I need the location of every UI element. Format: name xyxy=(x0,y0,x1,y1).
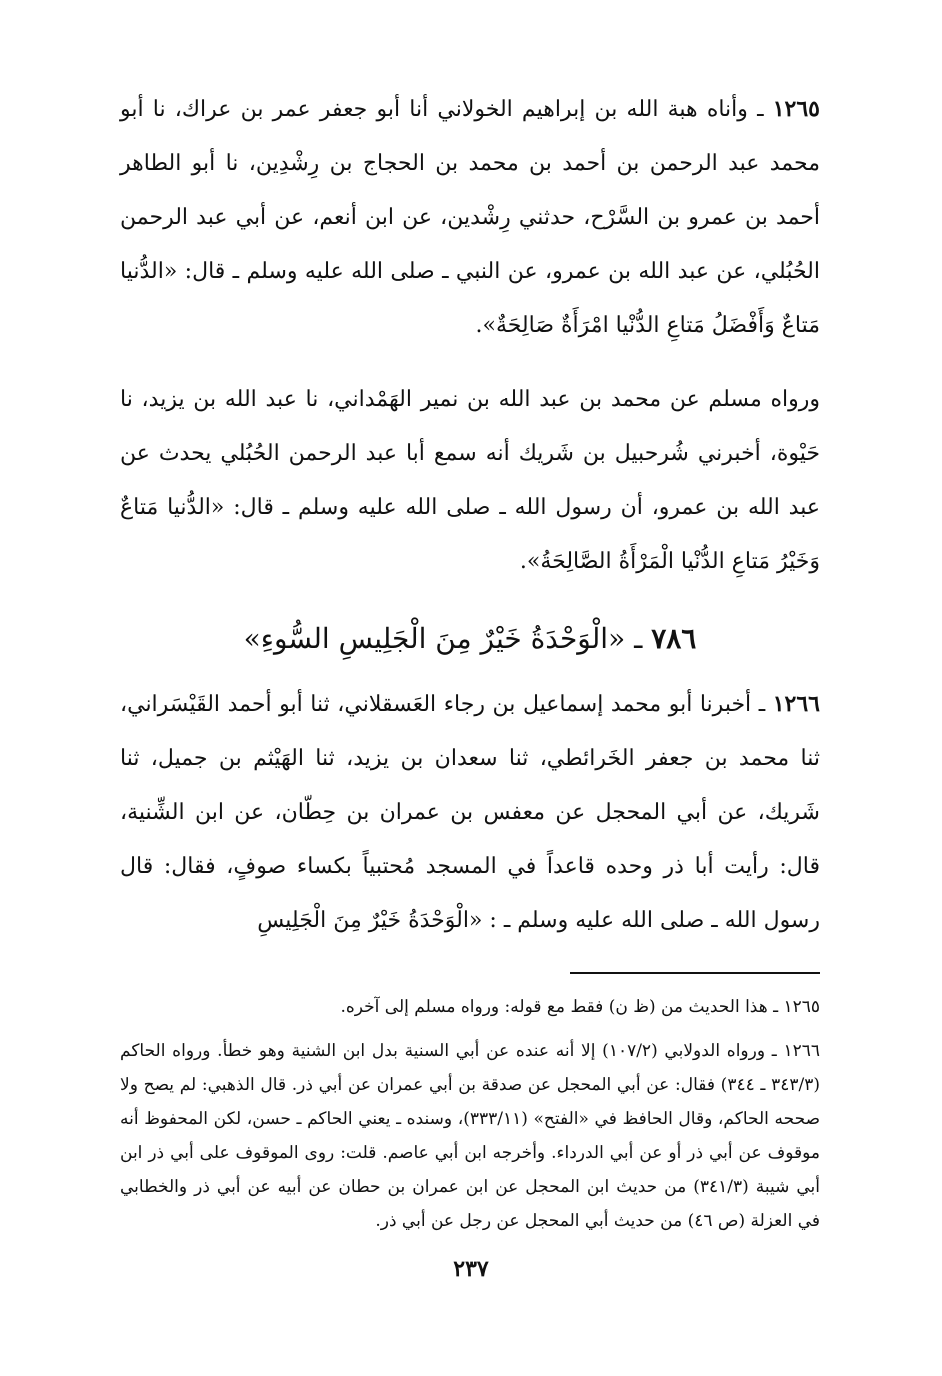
footnote-1266: ١٢٦٦ ـ ورواه الدولابي (١٠٧/٢) إلا أنه عنده عن أبي السنية بدل ابن الشنية وهو خطأ. ورواه الحاكم (٣٤٣/٣ ـ ٣٤٤) فقال: عن أبي المحجل عن صدقة بن أبي عمران عن أبي ذر. قال الذهبي: لم يصح ولا صححه الحاكم، وقال الحافظ في «الفتح» (٣٣٣/١١)، وسنده ـ يعني الحاكم ـ حسن، لكن المحفوظ أنه موقوف عن أبي ذر أو عن أبي الدرداء. وأخرجه ابن أبي عاصم. قلت: روى الموقوف على أبي ذر ابن أبي شيبة (٣٤١/٣) من حديث ابن المحجل عن ابن عمران بن حطان عن أبيه عن أبي ذر والخطابي في العزلة (ص ٤٦) من حديث أبي المحجل عن رجل عن أبي ذر. xyxy=(120,1041,820,1231)
page-body xyxy=(120,82,820,1238)
hadith-number: ١٢٦٥ xyxy=(772,96,820,122)
section-title: ـ «الْوَحْدَةُ خَيْرٌ مِنَ الْجَلِيسِ السُّوءِ» xyxy=(243,622,652,655)
hadith-1265 xyxy=(120,82,820,353)
page-number: ٢٣٧ xyxy=(453,1256,489,1282)
hadith-text: ـ أخبرنا أبو محمد إسماعيل بن رجاء العَسقلاني، ثنا أبو أحمد القَيْسَراني، ثنا محمد بن جعفر الخَرائطي، ثنا سعدان بن يزيد، ثنا الهَيْثم بن جميل، ثنا شَريك، عن أبي المحجل عن معفس بن عمران بن حِطّان، عن ابن الشِّنية، قال: رأيت أبا ذر وحده قاعداً في المسجد مُحتبياً بكساء صوفٍ، فقال: قال رسول الله ـ صلى الله عليه وسلم ـ : «الْوَحْدَةُ خَيْرٌ مِنَ الْجَلِيسِ xyxy=(120,692,820,933)
footnote-1265: ١٢٦٥ ـ هذا الحديث من (ظ ن) فقط مع قوله: ورواه مسلم إلى آخره. xyxy=(340,997,820,1017)
footnote-divider xyxy=(570,972,820,974)
hadith-text: ـ وأناه هبة الله بن إبراهيم الخولاني أنا أبو جعفر عمر بن عراك، نا أبو محمد عبد الرحمن بن أحمد بن محمد بن الحجاج بن رِشْدِين، نا أبو الطاهر أحمد بن عمرو بن السَّرْح، حدثني رِشْدين، عن ابن أنعم، عن أبي عبد الرحمن الحُبُلي، عن عبد الله بن عمرو، عن النبي ـ صلى الله عليه وسلم ـ قال: «الدُّنيا مَتاعٌ وَأَفْضَلُ مَتاعِ الدُّنْيا امْرَأَةٌ صَالِحَةٌ». xyxy=(120,97,820,338)
muslim-narration xyxy=(120,373,820,589)
hadith-1266 xyxy=(120,677,820,948)
hadith-number: ١٢٦٦ xyxy=(772,691,820,717)
narration-text: ورواه مسلم عن محمد بن عبد الله بن نمير الهَمْداني، نا عبد الله بن يزيد، نا حَيْوة، أخبرني شُرحبيل بن شَريك أنه سمع أبا عبد الرحمن الحُبُلي يحدث عن عبد الله بن عمرو، أن رسول الله ـ صلى الله عليه وسلم ـ قال: «الدُّنيا مَتاعٌ وَخَيْرُ مَتاعِ الدُّنْيا الْمَرْأَةُ الصَّالِحَةُ». xyxy=(120,387,820,574)
section-number: ٧٨٦ xyxy=(651,622,697,655)
section-heading xyxy=(120,609,820,669)
